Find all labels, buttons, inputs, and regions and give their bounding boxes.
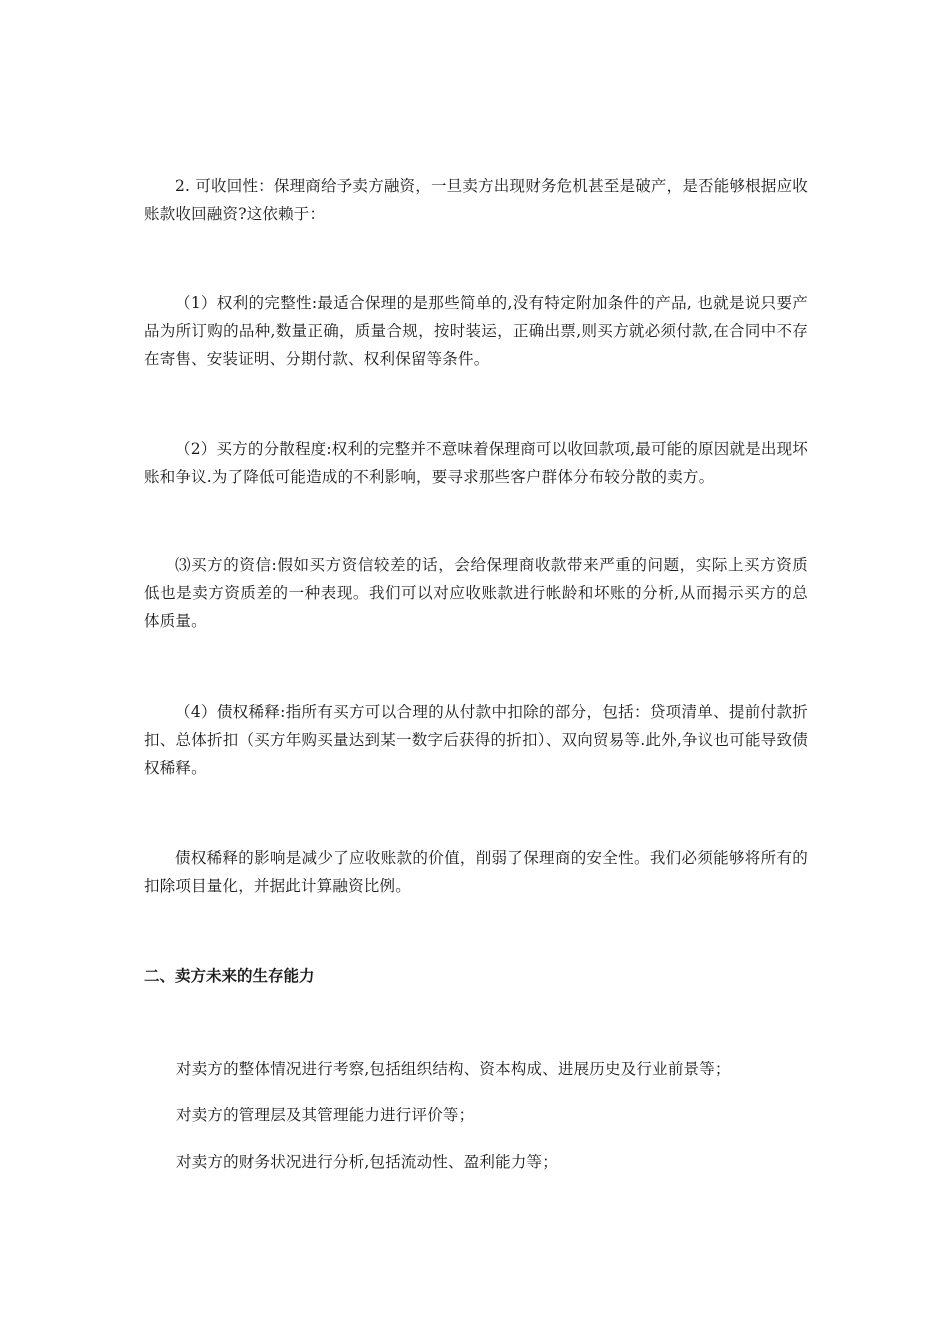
list-item: 对卖方的整体情况进行考察,包括组织结构、资本构成、进展历史及行业前景等；	[176, 1060, 731, 1078]
paragraph-rights-integrity: （1）权利的完整性:最适合保理的是那些简单的,没有特定附加条件的产品, 也就是说只要产品为所订购的品种,数量正确，质量合规，按时装运，正确出票,则买方就必须付款,在合同中不存在寄售、安装证明、分期付款、权利保留等条件。	[144, 294, 808, 368]
paragraph-recoverability: 2. 可收回性：保理商给予卖方融资，一旦卖方出现财务危机甚至是破产，是否能够根据应收账款收回融资?这依赖于：	[144, 177, 808, 223]
paragraph-dilution-impact: 债权稀释的影响是减少了应收账款的价值，削弱了保理商的安全性。我们必须能够将所有的扣除项目量化，并据此计算融资比例。	[144, 849, 808, 895]
section-heading: 二、卖方未来的生存能力	[144, 967, 315, 985]
list-item: 对卖方的管理层及其管理能力进行评价等；	[176, 1106, 475, 1124]
paragraph-buyer-credit: ⑶买方的资信:假如买方资信较差的话，会给保理商收款带来严重的问题，实际上买方资质低也是卖方资质差的一种表现。我们可以对应收账款进行帐龄和坏账的分析,从而揭示买方的总体质量。	[144, 556, 808, 630]
paragraph-debt-dilution: （4）债权稀释:指所有买方可以合理的从付款中扣除的部分，包括：贷项清单、提前付款折扣、总体折扣（买方年购买量达到某一数字后获得的折扣）、双向贸易等.此外,争议也可能导致债权稀释。	[144, 703, 808, 777]
list-item: 对卖方的财务状况进行分析,包括流动性、盈利能力等；	[176, 1153, 558, 1171]
paragraph-buyer-dispersion: （2）买方的分散程度:权利的完整并不意味着保理商可以收回款项,最可能的原因就是出现坏账和争议.为了降低可能造成的不利影响，要寻求那些客户群体分布较分散的卖方。	[144, 440, 808, 486]
